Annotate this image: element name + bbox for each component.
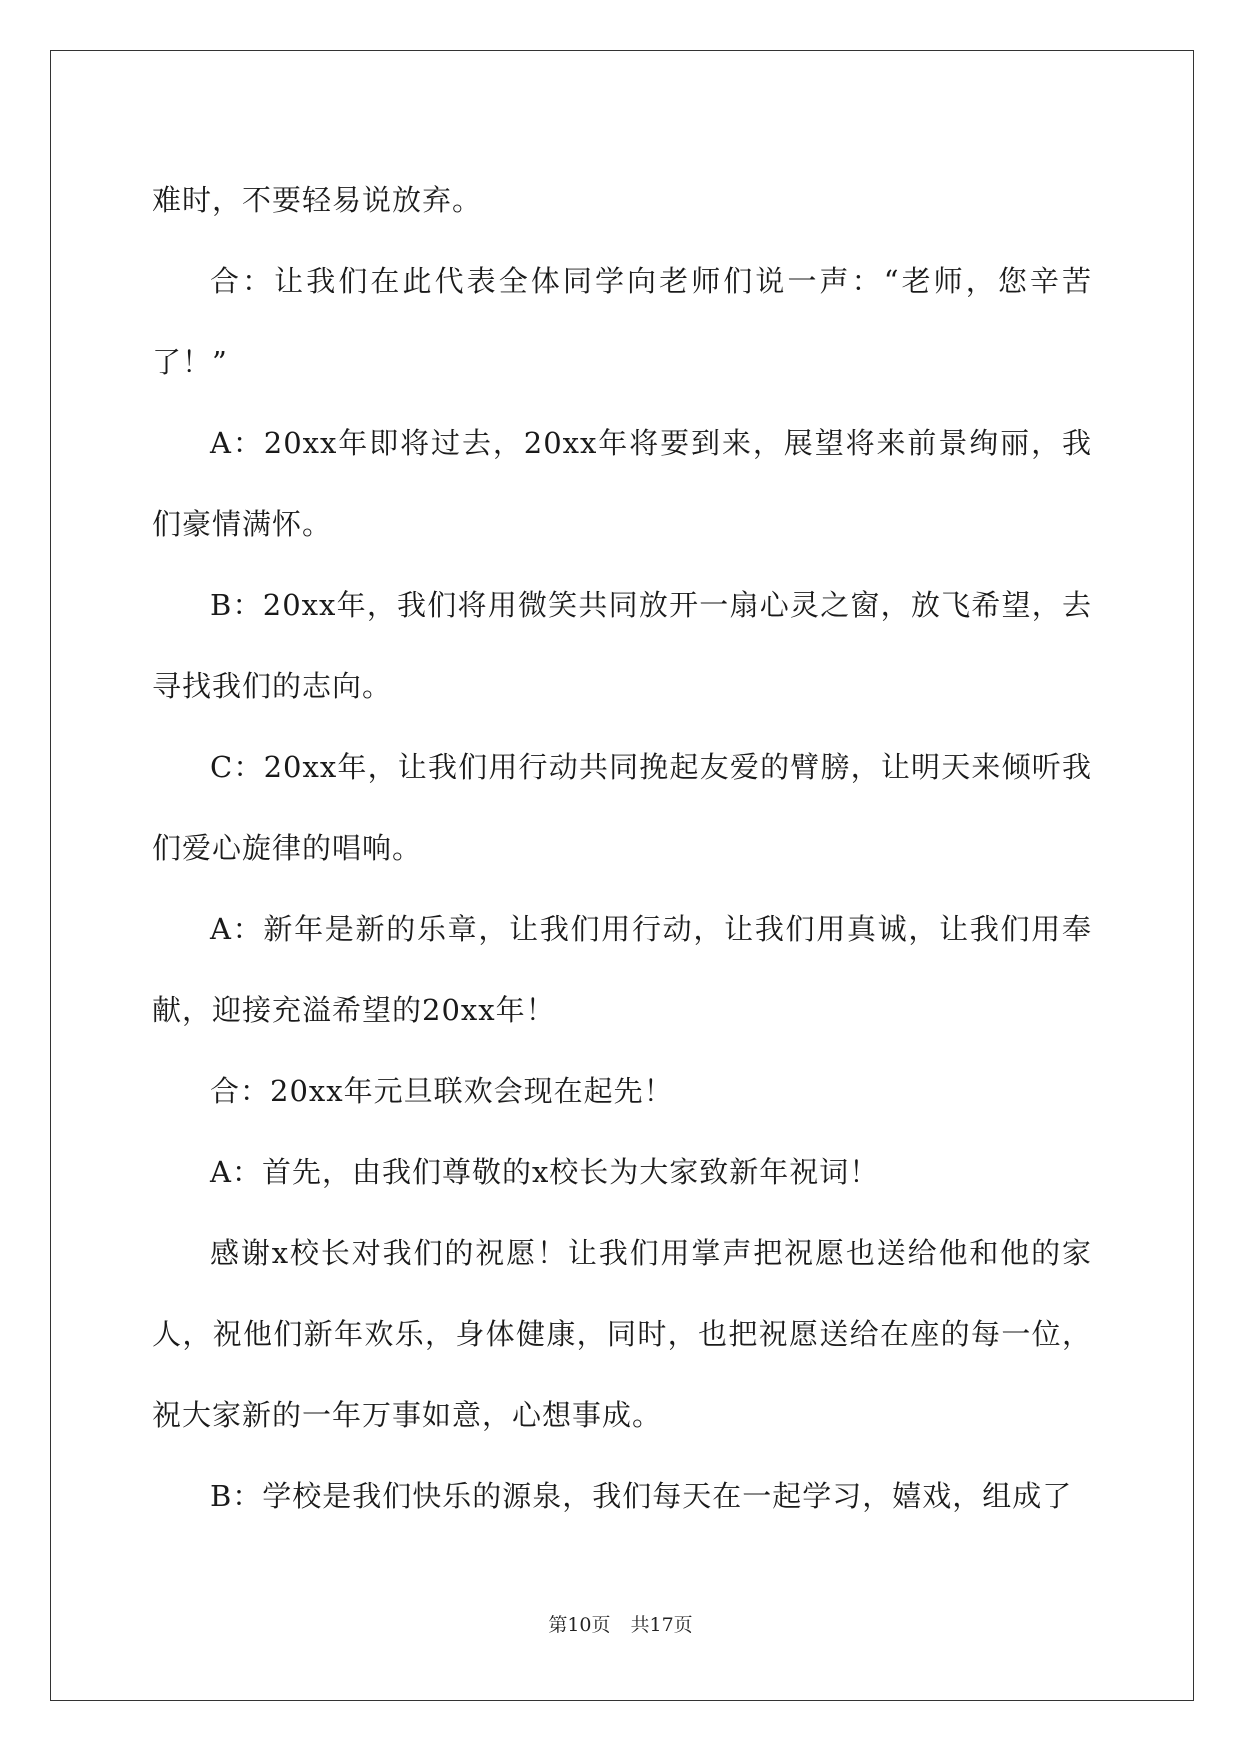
- paragraph-6: A：新年是新的乐章，让我们用行动，让我们用真诚，让我们用奉献，迎接充溢希望的20xx年！: [152, 912, 1092, 1027]
- paragraph-10: B：学校是我们快乐的源泉，我们每天在一起学习，嬉戏，组成了: [210, 1479, 1073, 1513]
- page-number: 第10页: [548, 1614, 611, 1636]
- paragraph-5: C：20xx年，让我们用行动共同挽起友爱的臂膀，让明天来倾听我们爱心旋律的唱响。: [152, 750, 1092, 865]
- paragraph-7: 合：20xx年元旦联欢会现在起先！: [210, 1074, 674, 1108]
- paragraph-3: A：20xx年即将过去，20xx年将要到来，展望将来前景绚丽，我们豪情满怀。: [152, 426, 1092, 541]
- document-body: [152, 160, 1092, 1537]
- paragraph-1: 难时，不要轻易说放弃。: [152, 183, 483, 217]
- paragraph-4: B：20xx年，我们将用微笑共同放开一扇心灵之窗，放飞希望，去寻找我们的志向。: [152, 588, 1092, 703]
- page-footer: [0, 1610, 1241, 1637]
- paragraph-9: 感谢x校长对我们的祝愿！让我们用掌声把祝愿也送给他和他的家人，祝他们新年欢乐，身体健康，同时，也把祝愿送给在座的每一位，祝大家新的一年万事如意，心想事成。: [152, 1236, 1092, 1432]
- page-total: 共17页: [630, 1614, 693, 1636]
- paragraph-2: 合：让我们在此代表全体同学向老师们说一声：“老师，您辛苦了！”: [152, 264, 1092, 379]
- paragraph-8: A：首先，由我们尊敬的x校长为大家致新年祝词！: [210, 1155, 880, 1189]
